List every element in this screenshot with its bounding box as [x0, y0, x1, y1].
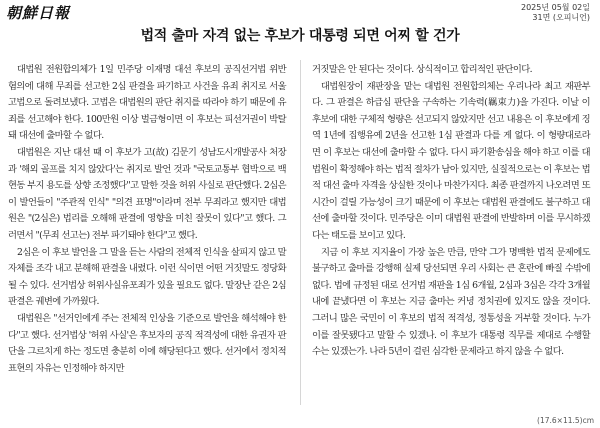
publication-date: 2025년 05월 02일	[521, 3, 590, 12]
paragraph: 거짓말은 안 된다는 것이다. 상식적이고 합리적인 판단이다.	[312, 64, 532, 75]
article-column-right	[312, 62, 590, 361]
paragraph: 지금 이 후보 지지율이 가장 높은 만큼, 만약 그가 명백한 법적 문제에도 불구하고 출마를 강행해 실제 당선되면 우리 사회는 큰 혼란에 빠질 수밖에 없다. 법에 규정된 대로 선거법 재판을 1심 6개월, 2심과 3심은 각각 3개월 내에 끝냈다면 이 후보는 지금 출마는 커녕 정치권에 있지도 않을 것이다. 그러니 많은 국민이 이 후보의 법적 적격성, 정통성을 거부할 것이다. 누가 이를 잘못됐다고 말할 수 있겠나. 이 후보가 대통령 직무를 제대로 수행할 수는 있겠는가. 나라 5년이 걸린 심각한 문제라고 하지 않을 수 없다.	[312, 246, 590, 358]
newspaper-logo: 朝鮮日報	[6, 4, 71, 22]
editorial-headline: 법적 출마 자격 없는 후보가 대통령 되면 어찌 할 건가	[140, 28, 460, 44]
paragraph: 대법원 전원합의체가 1일 민주당 이재명 대선 후보의 공직선거법 위반 혐의에 대해 무죄를 선고한 2심 판결을 파기하고 사건을 유죄 취지로 서울고법으로 돌려보냈다. 고법은 대법원의 판단 취지를 따라야 하기 때문에 유죄를 선고해야 한다. 100만원 이상 벌금형이면 이 후보는 피선거권이 박탈돼 대선에 출마할 수 없다.	[8, 64, 286, 142]
clipping-size-note: (17.6×11.5)cm	[537, 416, 594, 425]
page-section: 31면 (오피니언)	[532, 13, 590, 22]
paragraph: 대법원은 지난 대선 때 이 후보가 고(故) 김문기 성남도시개발공사 처장과 '해외 골프를 치지 않았다'는 취지로 발언 것과 "국토교통부 협박으로 백현동 부지 용도를 상향 조정했다"고 말한 것을 허위 사실로 판단했다. 2심은 이 발언들이 "주관적 인식" "의견 표명"이라며 전부 무죄라고 했지만 대법원은 "(2심은) 법리를 오해해 판결에 영향을 미친 잘못이 있다"고 했다. 그러면서 "(무죄 선고는) 전부 파기돼야 한다"고 했다.	[8, 146, 286, 241]
publication-meta	[521, 3, 590, 23]
paragraph: 2심은 이 후보 발언을 그 말을 듣는 사람의 전체적 인식을 살피지 않고 말 자체를 조각 내고 분해해 판결을 내렸다. 이런 식이면 어떤 거짓말도 정당화될 수 있다. 선거법상 허위사실유포죄가 있을 필요도 없다. 말장난 같은 2심 판결은 궤변에 가까웠다.	[8, 246, 286, 308]
article-column-left	[8, 62, 286, 377]
column-divider	[300, 60, 301, 405]
paragraph: 대법원장이 재판장을 맡는 대법원 전원합의체는 우리나라 최고 재판부다. 그 판결은 하급심 판단을 구속하는 기속력(羈束力)을 가진다. 이날 이 후보에 대한 구체적 형량은 선고되지 않았지만 선고 내용은 이 후보에게 징역 1년에 집행유예 2년을 선고한 1심 판결과 다를 게 없다. 이 형량대로라면 이 후보는 대선에 출마할 수 없다. 다시 파기환송심을 해야 하고 이를 대법원이 확정해야 하는 법적 절차가 남아 있지만, 실질적으로는 이 후보는 법적 대선 출마 자격을 상실한 것이나 마찬가지다. 최종 판결까지 나오려면 또 시간이 걸릴 가능성이 크기 때문에 이 후보는 대법원 판결에도 불구하고 대선에 출마할 것이다. 민주당은 이미 대법원 판결에 반발하며 이를 무시하겠다는 태도를 보이고 있다.	[312, 80, 590, 241]
masthead	[6, 3, 70, 21]
paragraph: 대법원은 "선거인에게 주는 전체적 인상을 기준으로 발언을 해석해야 한다"고 했다. 선거법상 '허위 사실'은 후보자의 공직 적격성에 대한 유권자 판단을 그르치게 하는 정도면 충분히 이에 해당된다고 했다. 선거에서 정치적 표현의 자유는 인정해야 하지만	[8, 312, 286, 374]
